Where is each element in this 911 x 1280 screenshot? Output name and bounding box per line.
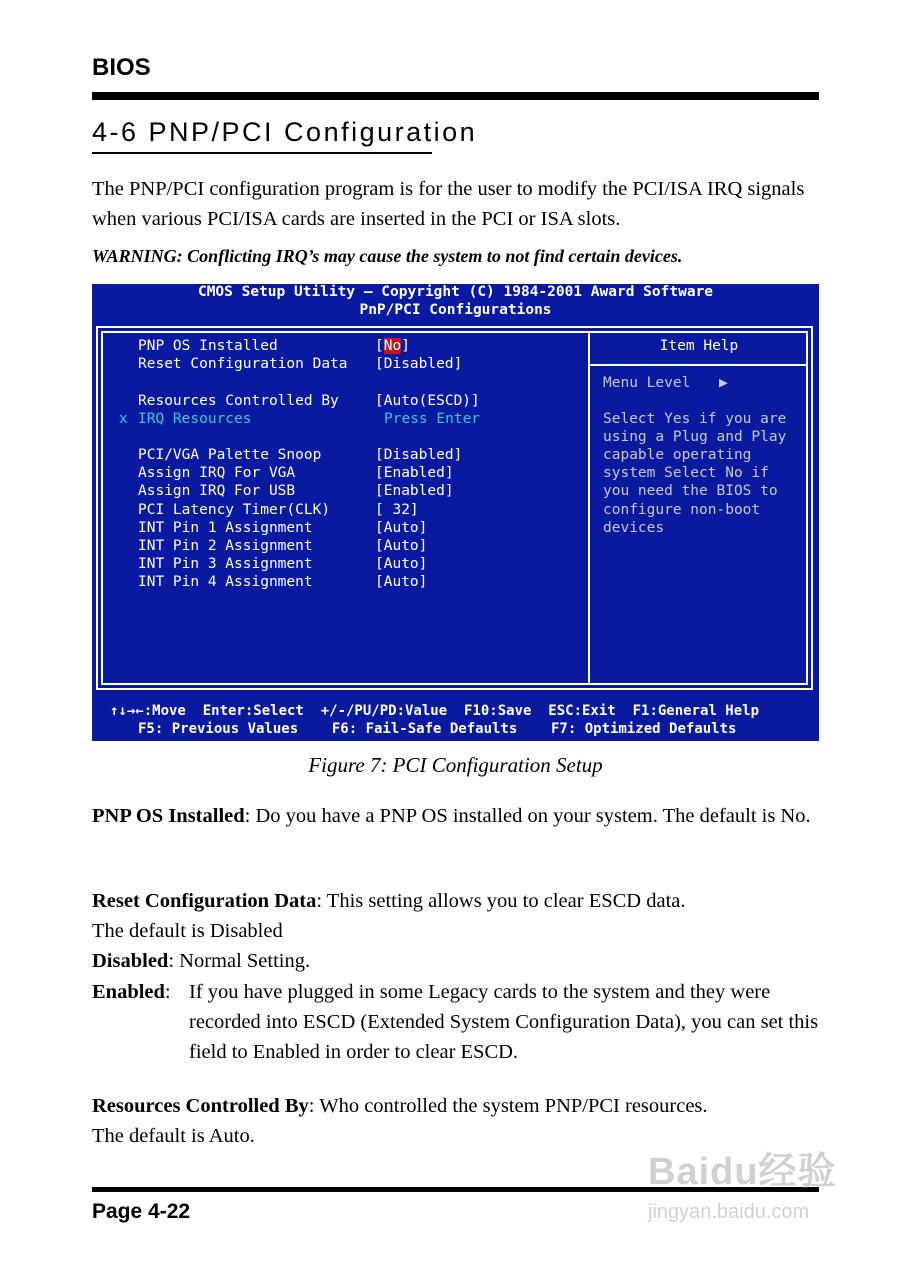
bios-row-label[interactable]: Assign IRQ For USB <box>138 483 296 499</box>
selected-value[interactable]: No <box>383 338 402 354</box>
reset-config-paragraph: Reset Configuration Data: This setting allows you to clear ESCD data. <box>92 890 686 912</box>
help-line: system Select No if <box>603 465 769 481</box>
disabled-marker: x <box>119 411 128 427</box>
bios-row-label[interactable]: INT Pin 4 Assignment <box>138 574 313 590</box>
bios-row-value[interactable]: [No] <box>375 338 410 354</box>
bios-row-value[interactable]: [Auto] <box>375 520 428 536</box>
watermark-url: jingyan.baidu.com <box>648 1201 810 1223</box>
section-underline <box>92 152 432 154</box>
pnp-os-paragraph: PNP OS Installed: Do you have a PNP OS installed on your system. The default is No. <box>92 805 811 827</box>
bios-title-line1: CMOS Setup Utility – Copyright (C) 1984-2001 Award Software <box>197 284 714 300</box>
bios-row-value[interactable]: [ 32] <box>375 502 419 518</box>
help-line: configure non-boot <box>603 502 761 518</box>
help-line: capable operating <box>603 447 752 463</box>
bios-row-label[interactable]: PNP OS Installed <box>138 338 278 354</box>
bios-footer-keys-line2: F5: Previous Values F6: Fail-Safe Defaults F7: Optimized Defaults <box>138 721 737 737</box>
bios-row-label[interactable]: INT Pin 3 Assignment <box>138 556 313 572</box>
bios-divider-vertical <box>588 331 590 685</box>
section-title: 4-6 PNP/PCI Configuration <box>92 117 478 147</box>
resources-default: The default is Auto. <box>92 1125 255 1147</box>
bios-row-value[interactable]: [Disabled] <box>375 447 463 463</box>
help-line: devices <box>603 520 665 536</box>
bios-row-value[interactable]: [Enabled] <box>375 465 454 481</box>
watermark-logo-text: Baidu经验 <box>648 1151 837 1193</box>
enabled-definition: If you have plugged in some Legacy cards to the system and they were recorded into ESCD (Extended System Configuration Data), you can set this field to Enabled in order to clear ESCD. <box>189 981 819 1063</box>
bios-row-value[interactable]: [Auto] <box>375 538 428 554</box>
resources-paragraph: Resources Controlled By: Who controlled the system PNP/PCI resources. <box>92 1095 708 1117</box>
menu-level-label: Menu Level <box>603 375 691 391</box>
bios-row-label[interactable]: INT Pin 1 Assignment <box>138 520 313 536</box>
bios-row-value[interactable]: [Auto] <box>375 556 428 572</box>
bios-row-value[interactable]: [Enabled] <box>375 483 454 499</box>
warning-text: WARNING: Conflicting IRQ’s may cause the system to not find certain devices. <box>92 246 683 266</box>
header-rule <box>92 92 819 100</box>
figure-caption: Figure 7: PCI Configuration Setup <box>308 753 603 777</box>
bios-footer-keys-line1: ↑↓→←:Move Enter:Select +/-/PU/PD:Value F10:Save ESC:Exit F1:General Help <box>110 703 760 719</box>
bios-row-label: IRQ Resources <box>138 411 252 427</box>
header-label: BIOS <box>92 54 151 81</box>
bios-row-label[interactable]: Reset Configuration Data <box>138 356 348 372</box>
bios-row-label[interactable]: Assign IRQ For VGA <box>138 465 296 481</box>
menu-level-arrow-icon: ▶ <box>719 375 728 391</box>
help-line: using a Plug and Play <box>603 429 787 445</box>
bios-title-line2: PnP/PCI Configurations <box>359 302 552 318</box>
help-line: Select Yes if you are <box>603 411 787 427</box>
bios-screenshot <box>92 284 819 741</box>
bios-row-label[interactable]: Resources Controlled By <box>138 393 339 409</box>
bios-row-label[interactable]: INT Pin 2 Assignment <box>138 538 313 554</box>
baidu-watermark <box>648 1140 858 1250</box>
help-line: you need the BIOS to <box>603 483 778 499</box>
reset-default: The default is Disabled <box>92 920 283 942</box>
bios-row-label[interactable]: PCI Latency Timer(CLK) <box>138 502 331 518</box>
bios-divider-horizontal <box>590 364 808 366</box>
page-number: Page 4-22 <box>92 1200 191 1223</box>
bios-row-label[interactable]: PCI/VGA Palette Snoop <box>138 447 322 463</box>
intro-paragraph: The PNP/PCI configuration program is for the user to modify the PCI/ISA IRQ signals when various PCI/ISA cards are inserted in the PCI or ISA slots. <box>92 178 805 230</box>
bios-row-value[interactable]: [Disabled] <box>375 356 463 372</box>
item-help-title: Item Help <box>659 338 739 354</box>
bios-row-value: Press Enter <box>384 411 481 427</box>
disabled-definition: Disabled: Normal Setting. <box>92 950 311 972</box>
enabled-term: Enabled: <box>92 981 171 1003</box>
bios-row-value[interactable]: [Auto(ESCD)] <box>375 393 480 409</box>
bios-row-value[interactable]: [Auto] <box>375 574 428 590</box>
